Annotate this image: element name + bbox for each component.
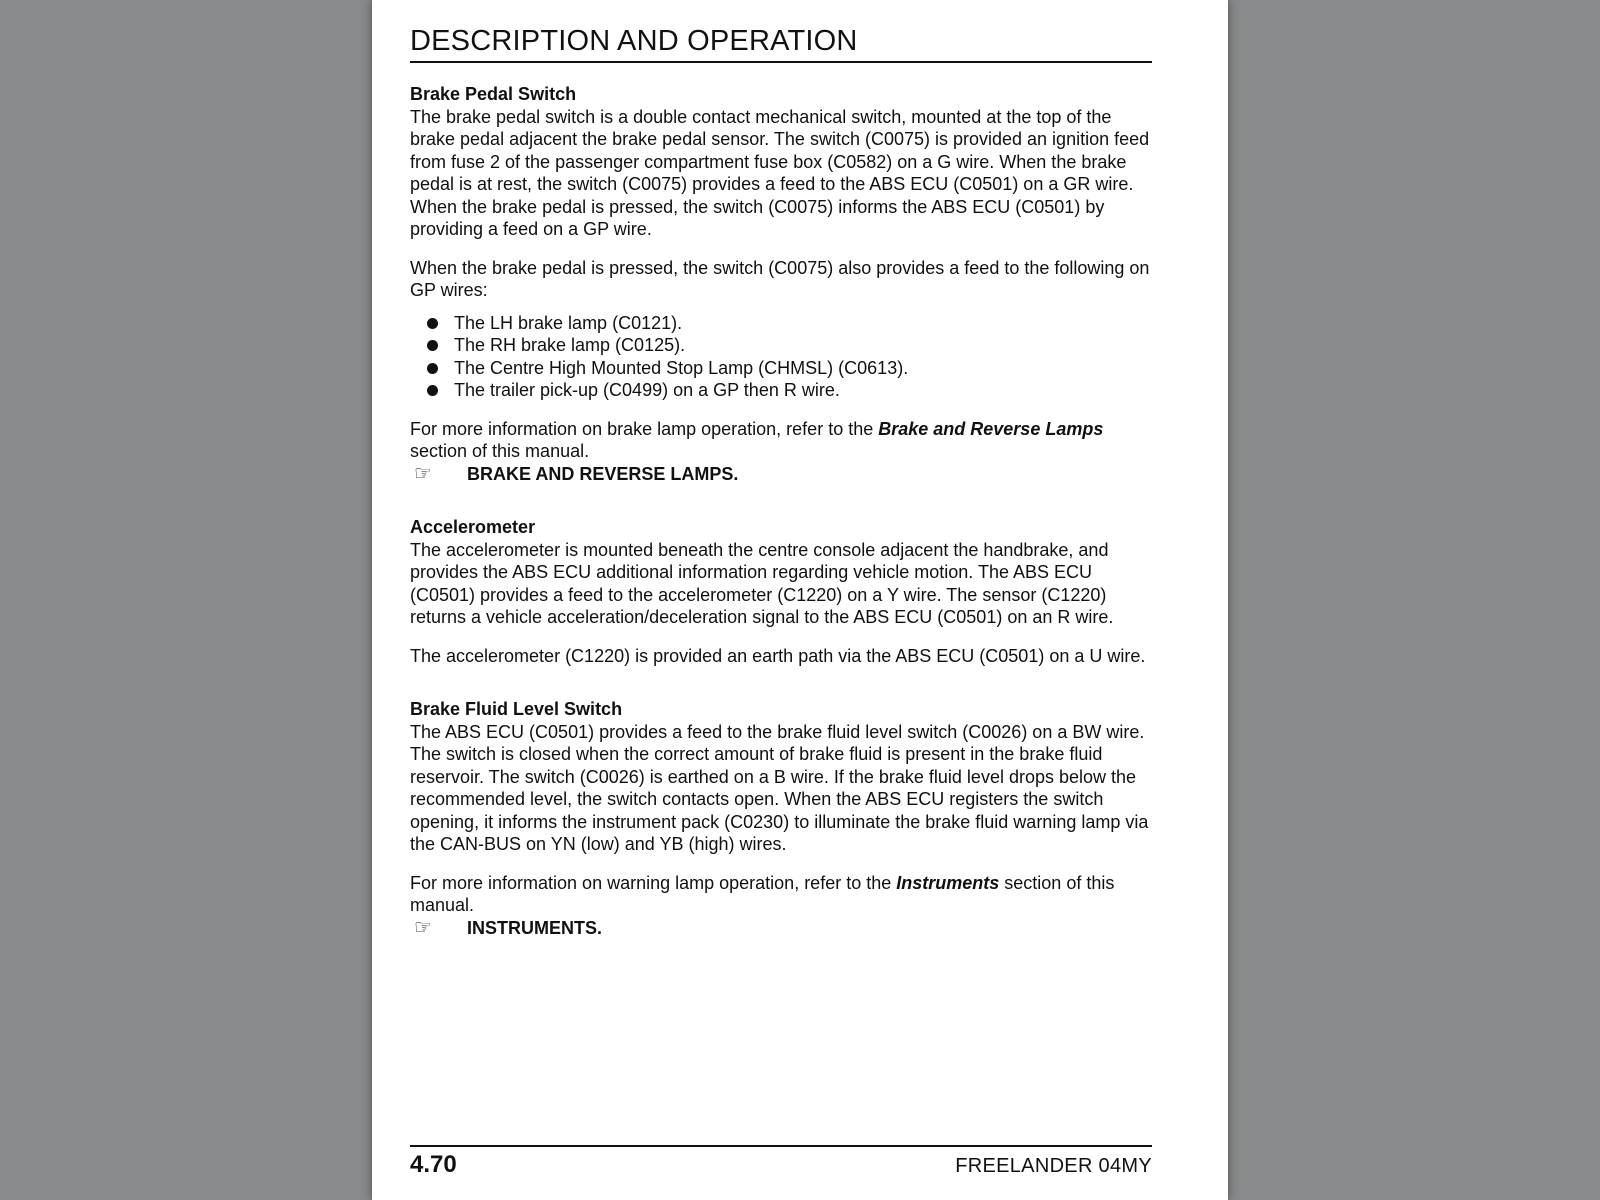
section-title: Accelerometer [410, 517, 536, 537]
list-item: The LH brake lamp (C0121). [410, 312, 1152, 335]
cross-reference[interactable] [410, 463, 1152, 486]
page-header: DESCRIPTION AND OPERATION [410, 0, 1152, 63]
accelerometer-section [410, 516, 1152, 667]
section-reference-link[interactable]: Instruments [896, 872, 1000, 893]
model-label: FREELANDER 04MY [955, 1155, 1152, 1177]
bullet-list [410, 312, 1152, 402]
paragraph: For more information on brake lamp operation, refer to the Brake and Reverse Lamps section of this manual. [410, 418, 1104, 461]
paragraph: The ABS ECU (C0501) provides a feed to the brake fluid level switch (C0026) on a BW wire. The switch is closed when the correct amount of brake fluid is present in the brake fluid reservoir. The switch (C0026) is earthed on a B wire. If the brake fluid level drops below the recommended level, the switch contacts open. When the ABS ECU registers the switch opening, it informs the instrument pack (C0230) to illuminate the brake fluid warning lamp via the CAN-BUS on YN (low) and YB (high) wires. [410, 721, 1149, 854]
brake-pedal-switch-section [410, 83, 1152, 485]
cross-reference-label: BRAKE AND REVERSE LAMPS. [467, 463, 739, 484]
bullet-icon [427, 363, 438, 374]
section-title: Brake Pedal Switch [410, 84, 577, 104]
list-item: The Centre High Mounted Stop Lamp (CHMSL) (C0613). [410, 357, 1152, 380]
pointing-hand-icon: ☞ [414, 916, 432, 939]
manual-page [372, 0, 1228, 1200]
pointing-hand-icon: ☞ [414, 462, 432, 485]
paragraph: For more information on warning lamp operation, refer to the Instruments section of this manual. [410, 872, 1115, 915]
cross-reference[interactable] [410, 917, 1152, 940]
page-footer [410, 1145, 1152, 1179]
bullet-icon [427, 385, 438, 396]
paragraph: The accelerometer (C1220) is provided an earth path via the ABS ECU (C0501) on a U wire. [410, 645, 1146, 666]
list-item: The RH brake lamp (C0125). [410, 334, 1152, 357]
page-content [410, 0, 1152, 939]
paragraph: The brake pedal switch is a double contact mechanical switch, mounted at the top of the brake pedal adjacent the brake pedal sensor. The switch (C0075) is provided an ignition feed from fuse 2 of the passenger compartment fuse box (C0582) on a G wire. When the brake pedal is at rest, the switch (C0075) provides a feed to the ABS ECU (C0501) on a GR wire. When the brake pedal is pressed, the switch (C0075) informs the ABS ECU (C0501) by providing a feed on a GP wire. [410, 106, 1150, 239]
paragraph: The accelerometer is mounted beneath the centre console adjacent the handbrake, and provides the ABS ECU additional information regarding vehicle motion. The ABS ECU (C0501) provides a feed to the accelerometer (C1220) on a Y wire. The sensor (C1220) returns a vehicle acceleration/deceleration signal to the ABS ECU (C0501) on an R wire. [410, 539, 1114, 627]
cross-reference-label: INSTRUMENTS. [467, 917, 602, 938]
page-number: 4.70 [410, 1151, 457, 1178]
section-title: Brake Fluid Level Switch [410, 699, 623, 719]
brake-fluid-level-switch-section [410, 698, 1152, 939]
bullet-icon [427, 340, 438, 351]
bullet-icon [427, 318, 438, 329]
section-reference-link[interactable]: Brake and Reverse Lamps [878, 418, 1104, 439]
paragraph: When the brake pedal is pressed, the switch (C0075) also provides a feed to the following on GP wires: [410, 257, 1150, 300]
list-item: The trailer pick-up (C0499) on a GP then R wire. [410, 379, 1152, 402]
